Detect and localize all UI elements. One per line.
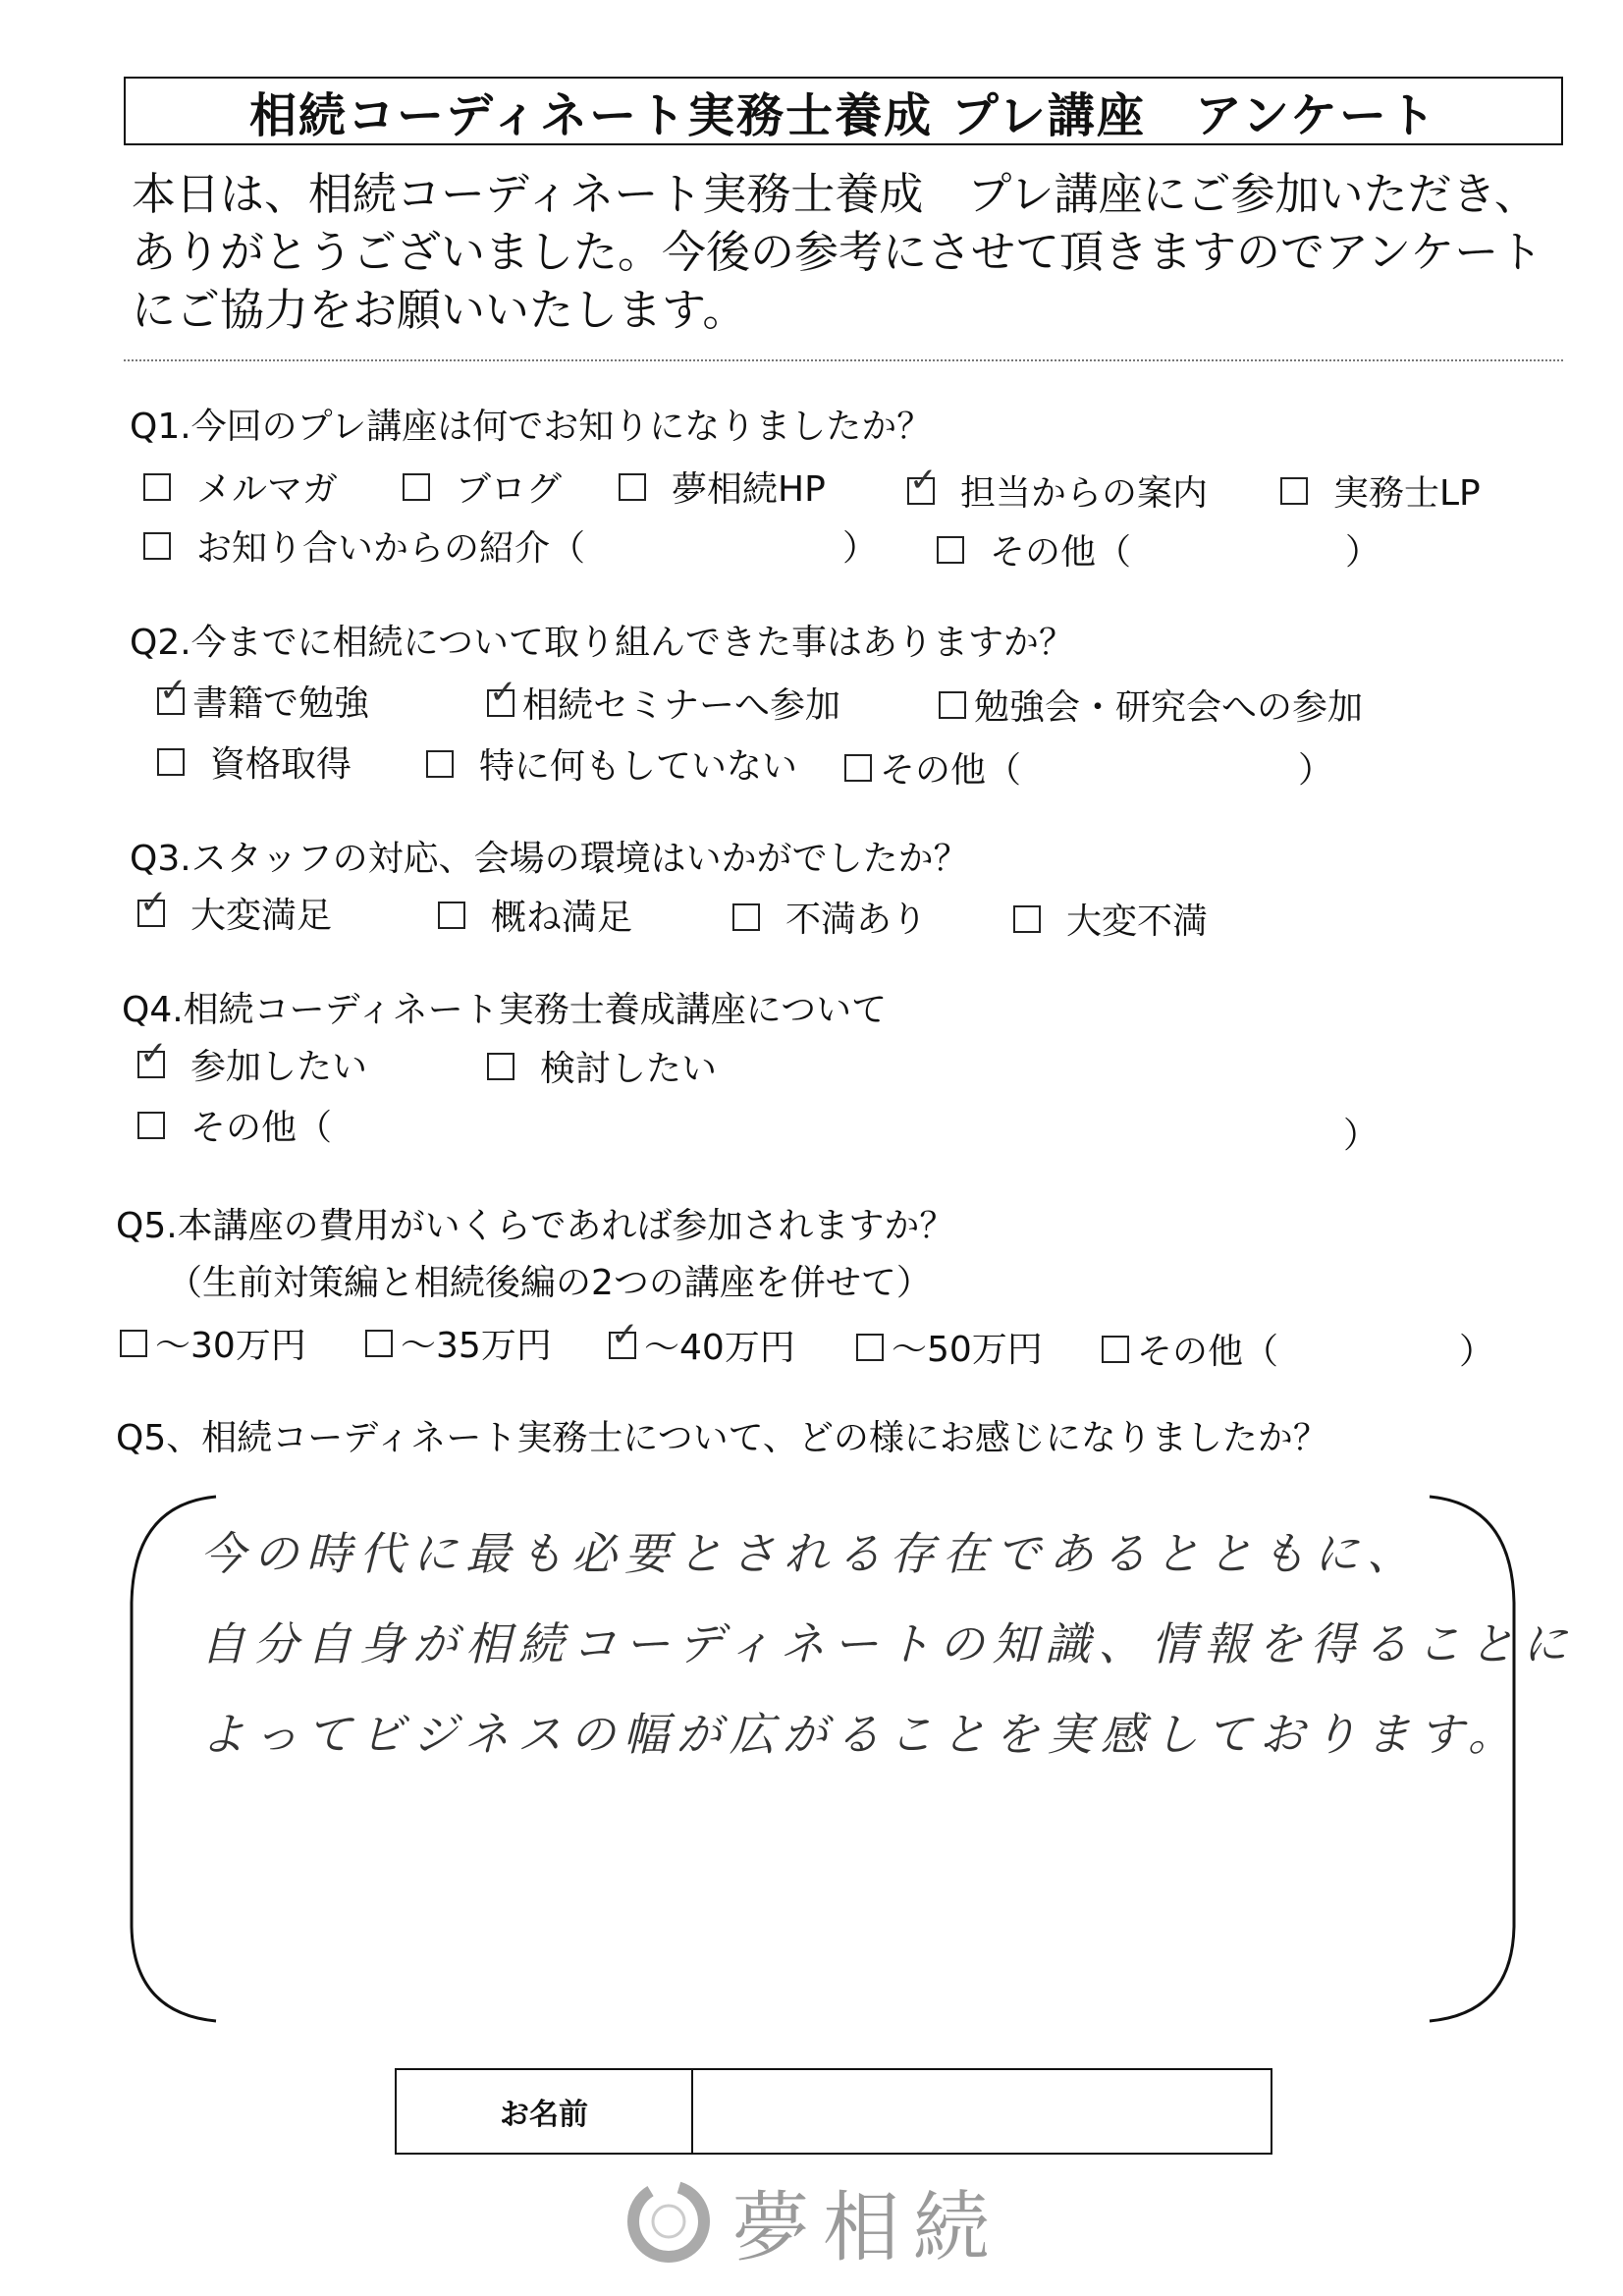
logo-text: 夢相続: [732, 2184, 1004, 2272]
q1-option-hp[interactable]: [619, 462, 826, 512]
checkbox[interactable]: [143, 473, 171, 501]
checkbox[interactable]: [619, 473, 646, 501]
q2-option-nothing[interactable]: [426, 738, 797, 789]
option-label: 資格取得: [210, 744, 352, 785]
q1-question: Q1.今回のプレ講座は何でお知りになりましたか？: [130, 407, 933, 447]
q5-option-35[interactable]: [365, 1318, 552, 1368]
answer-line: 自分自身が相続コーディネートの知識、情報を得ることに: [200, 1617, 1576, 1670]
swirl-logo-icon: [624, 2177, 713, 2266]
q5-option-other[interactable]: [1102, 1324, 1278, 1374]
q3-question: Q3.スタッフの対応、会場の環境はいかがでしたか？: [130, 839, 969, 879]
option-label: その他（: [190, 1108, 333, 1148]
q5-question: Q5.本講座の費用がいくらであれば参加されますか？: [116, 1206, 955, 1246]
q4-option-join[interactable]: [137, 1033, 368, 1089]
intro-text: [132, 165, 1565, 339]
checkbox[interactable]: [438, 902, 465, 929]
checkbox[interactable]: [487, 672, 517, 717]
checkbox[interactable]: [856, 1334, 884, 1361]
q1-option-blog[interactable]: [403, 462, 562, 512]
checkbox[interactable]: [403, 473, 430, 501]
option-label: 相続セミナーへ参加: [522, 685, 841, 726]
close-paren: ）: [1298, 750, 1334, 791]
checkbox[interactable]: [937, 536, 964, 564]
option-label: 担当からの案内: [960, 473, 1209, 514]
intro-line: ありがとうございました。今後の参考にさせて頂きますのでアンケート: [132, 226, 1543, 278]
option-label: ～40万円: [644, 1328, 795, 1368]
checkbox[interactable]: [143, 532, 171, 560]
option-label: メルマガ: [196, 469, 339, 510]
answer-line: 今の時代に最も必要とされる存在であるとともに、: [200, 1527, 1420, 1580]
q2-option-license[interactable]: [157, 737, 352, 787]
option-label: その他（: [880, 750, 1022, 791]
checkbox[interactable]: [137, 882, 168, 927]
q1-option-tantou[interactable]: [907, 460, 1209, 516]
q1-option-mailmag[interactable]: [143, 462, 338, 512]
close-paren: ）: [842, 528, 879, 569]
option-label: 大変不満: [1066, 902, 1209, 942]
q3-option-satisfied[interactable]: [438, 890, 632, 940]
name-table: [395, 2068, 1272, 2155]
check-mark-icon: ✓: [139, 1033, 168, 1073]
q2-option-other[interactable]: [844, 742, 1021, 793]
q2-option-seminar[interactable]: [487, 672, 841, 728]
option-label: 参加したい: [190, 1047, 368, 1087]
comment-answer[interactable]: [200, 1508, 1576, 1779]
check-mark-icon: ✓: [159, 670, 188, 710]
option-label: 概ね満足: [491, 898, 633, 938]
q3-option-very-satisfied[interactable]: [137, 882, 333, 938]
intro-line: にご協力をお願いいたします。: [132, 284, 747, 336]
q3-option-unsatisfied[interactable]: [732, 892, 927, 942]
check-mark-icon: ✓: [139, 882, 168, 922]
checkbox[interactable]: [426, 750, 454, 778]
option-label: ～30万円: [155, 1326, 306, 1366]
checkbox[interactable]: [157, 748, 185, 776]
q2-option-study-group[interactable]: [939, 680, 1363, 730]
check-mark-icon: ✓: [489, 672, 517, 712]
dotted-divider: [124, 359, 1563, 361]
q1-option-lp[interactable]: [1280, 465, 1481, 516]
option-label: ～35万円: [401, 1326, 552, 1366]
option-label: 勉強会・研究会への参加: [974, 687, 1364, 728]
checkbox[interactable]: [939, 691, 966, 719]
check-mark-icon: ✓: [611, 1314, 639, 1354]
option-label: その他（: [1137, 1332, 1279, 1372]
answer-line: よってビジネスの幅が広がることを実感しております。: [200, 1708, 1521, 1761]
option-label: 検討したい: [540, 1049, 718, 1089]
checkbox[interactable]: [732, 903, 760, 931]
q2-question: Q2.今までに相続について取り組んできた事はありますか？: [130, 623, 1074, 663]
checkbox[interactable]: [487, 1053, 514, 1080]
option-label: 不満あり: [785, 900, 928, 940]
company-logo: [624, 2172, 1003, 2270]
checkbox[interactable]: [137, 1112, 165, 1139]
checkbox[interactable]: [120, 1330, 147, 1357]
checkbox[interactable]: [1280, 477, 1308, 505]
q4-option-consider[interactable]: [487, 1041, 717, 1091]
checkbox[interactable]: [907, 460, 938, 505]
option-label: 特に何もしていない: [479, 746, 798, 787]
q5-option-40[interactable]: [609, 1314, 795, 1370]
q4-question: Q4.相続コーディネート実務士養成講座について: [122, 990, 888, 1030]
option-label: お知り合いからの紹介（: [196, 528, 586, 569]
option-label: 実務士LP: [1333, 473, 1481, 514]
close-paren: ）: [1345, 532, 1381, 573]
close-paren: ）: [1343, 1116, 1380, 1156]
q6-question: Q5、相続コーディネート実務士について、どの様にお感じになりましたか？: [116, 1418, 1328, 1458]
option-label: 夢相続HP: [672, 469, 826, 510]
checkbox[interactable]: [1102, 1336, 1129, 1363]
option-label: その他（: [990, 532, 1132, 573]
checkbox[interactable]: [365, 1330, 393, 1357]
q2-option-books[interactable]: [157, 670, 370, 726]
checkbox[interactable]: [1013, 905, 1041, 933]
q4-option-other[interactable]: [137, 1100, 332, 1150]
check-mark-icon: ✓: [909, 460, 938, 500]
q3-option-very-unsatisfied[interactable]: [1013, 894, 1208, 944]
checkbox[interactable]: [137, 1033, 168, 1078]
name-input[interactable]: [693, 2070, 1271, 2153]
q1-option-referral[interactable]: [143, 520, 585, 571]
q5-note: （生前対策編と相続後編の2つの講座を併せて）: [167, 1263, 932, 1303]
q5-option-50[interactable]: [856, 1322, 1043, 1372]
checkbox[interactable]: [157, 670, 188, 715]
option-label: 書籍で勉強: [192, 683, 370, 724]
checkbox[interactable]: [609, 1314, 639, 1359]
option-label: ～50万円: [892, 1330, 1043, 1370]
option-label: ブログ: [456, 469, 563, 510]
name-label: お名前: [397, 2070, 693, 2153]
close-paren: ）: [1459, 1332, 1495, 1372]
survey-title: 相続コーディネート実務士養成 プレ講座 アンケート: [124, 77, 1563, 145]
q5-option-30[interactable]: [120, 1318, 306, 1368]
q1-option-other[interactable]: [937, 524, 1131, 574]
intro-line: 本日は、相続コーディネート実務士養成 プレ講座にご参加いただき、: [132, 168, 1539, 220]
checkbox[interactable]: [844, 754, 872, 782]
option-label: 大変満足: [190, 896, 333, 936]
